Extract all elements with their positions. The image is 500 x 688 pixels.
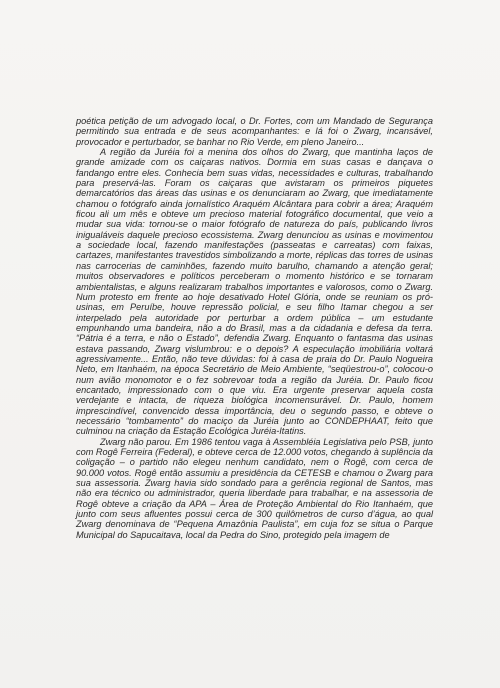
document-body <box>76 116 433 540</box>
paragraph-1: poética petição de um advogado local, o Dr. Fortes, com um Mandado de Segurança permitindo sua entrada e de seus acompanhantes: e lá foi o Zwarg, incansável, provocador e perturbador, se banhar no Rio Verde, em pleno Janeiro... <box>76 116 433 147</box>
paragraph-2: A região da Juréia foi a menina dos olhos do Zwarg, que mantinha laços de grande amizade com os caiçaras nativos. Dormia em suas casas e dançava o fandango entre eles. Conhecia bem suas vidas, necessidades e culturas, trabalhando para preservá-las. Foram os caiçaras que avistaram os primeiros piquetes demarcatórios das áreas das usinas e os denunciaram ao Zwarg, que imediatamente chamou o fotógrafo ainda jornalístico Araquém Alcântara para cobrir a área; Araquém ficou ali um mês e obteve um precioso material fotográfico documental, que veio a mudar sua vida: tornou-se o maior fotógrafo de natureza do país, publicando livros inigualáveis daquele precioso ecossistema. Zwarg denunciou as usinas e movimentou a sociedade local, fazendo manifestações (passeatas e carreatas) com faixas, cartazes, manifestantes travestidos simbolizando a morte, réplicas das torres de usinas nas carrocerias de caminhões, fazendo muito barulho, chamando a atenção geral; muitos observadores e políticos perceberam o momento histórico e se tornaram ambientalistas, e alguns realizaram trabalhos importantes e valorosos, como o Zwarg. Num protesto em frente ao hoje desativado Hotel Glória, onde se reuniam os pró-usinas, em Peruíbe, houve repressão policial, e seu filho Itamar chegou a ser interpelado pela autoridade por perturbar a ordem pública – um estudante empunhando uma bandeira, não a do Brasil, mas a da cidadania e defesa da terra. “Pátria é a terra, e não o Estado”, defendia Zwarg. Enquanto o fantasma das usinas estava passando, Zwarg vislumbrou: e o depois? A especulação imobiliária voltará agressivamente... Então, não teve dúvidas: foi à casa de praia do Dr. Paulo Nogueira Neto, em Itanhaém, na época Secretário de Meio Ambiente, “seqüestrou-o”, colocou-o num avião monomotor e o fez sobrevoar toda a região da Juréia. Dr. Paulo ficou encantado, impressionado com o que viu. Era urgente preservar aquela costa verdejante e intacta, de riqueza biológica incomensurável. Dr. Paulo, homem imprescindível, convencido dessa importância, deu o segundo passo, e obteve o necessário “tombamento” do maciço da Juréia junto ao CONDEPHAAT, feito que culminou na criação da Estação Ecológica Juréia-Itatins. <box>76 147 433 437</box>
paragraph-3: Zwarg não parou. Em 1986 tentou vaga à Assembléia Legislativa pelo PSB, junto com Rogê Ferreira (Federal), e obteve cerca de 12.000 votos, chegando à suplência da coligação – o partido não elegeu nenhum candidato, nem o Rogê, com cerca de 90.000 votos. Rogê então assumiu a presidência da CETESB e chamou o Zwarg para sua assessoria. Zwarg havia sido sondado para a gerência regional de Santos, mas não era técnico ou administrador, queria liberdade para trabalhar, e na assessoria de Rogê obteve a criação da APA – Área de Proteção Ambiental do Rio Itanhaém, que junto com seus afluentes possui cerca de 300 quilômetros de curso d’água, ao qual Zwarg denominava de “Pequena Amazônia Paulista”, em cuja foz se situa o Parque Municipal do Sapucaitava, local da Pedra do Sino, protegido pela imagem de <box>76 436 433 540</box>
